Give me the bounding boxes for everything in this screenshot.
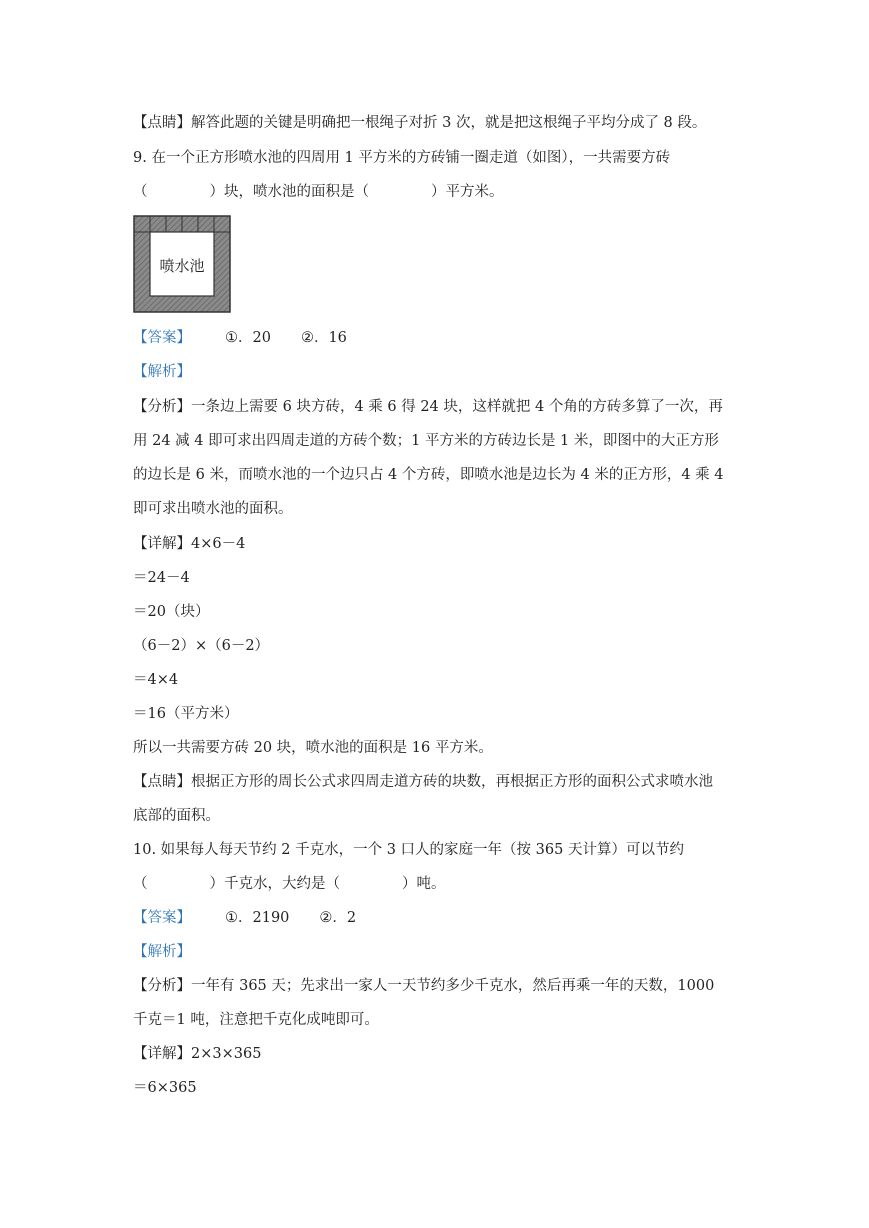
q10-answer	[133, 908, 356, 928]
dianjing-text: 解答此题的关键是明确把一根绳子对折 3 次，就是把这根绳子平均分成了 8 段。	[191, 115, 707, 131]
q9-dianjing-line1: 【点睛】根据正方形的周长公式求四周走道方砖的块数，再根据正方形的面积公式求喷水池	[133, 774, 713, 790]
q9-answer	[133, 328, 347, 348]
answer-2: ②．2	[319, 910, 357, 926]
xiangjie-label: 【详解】	[133, 1046, 191, 1062]
answer-label: 【答案】	[133, 910, 191, 926]
fountain-figure	[133, 215, 231, 313]
q8-dianjing	[133, 113, 706, 133]
q9-xiangjie-line1: 【详解】4×6－4	[133, 536, 246, 552]
q9-xiangjie-line6: ＝16（平方米）	[133, 706, 239, 722]
q9-analysis-label: 【解析】	[133, 364, 191, 380]
answer-1: ①．2190	[225, 910, 290, 926]
q9-fenxi-line1: 【分析】一条边上需要 6 块方砖，4 乘 6 得 24 块，这样就把 4 个角的方砖多算了一次，再	[133, 399, 723, 415]
xiangjie-label: 【详解】	[133, 536, 191, 552]
q9-xiangjie-line2: ＝24－4	[133, 570, 190, 586]
q9-fenxi-line2: 用 24 减 4 即可求出四周走道的方砖个数；1 平方米的方砖边长是 1 米，即图中的大正方形	[133, 433, 719, 449]
answer-label: 【答案】	[133, 330, 191, 346]
q10-fenxi-line2: 千克＝1 吨，注意把千克化成吨即可。	[133, 1012, 379, 1028]
q9-dianjing-line2: 底部的面积。	[133, 808, 220, 824]
q9-question-line2: （ ）块，喷水池的面积是（ ）平方米。	[133, 184, 504, 200]
answer-1: ①．20	[225, 330, 271, 346]
dianjing-label: 【点睛】	[133, 115, 191, 131]
q9-question-line1: 9. 在一个正方形喷水池的四周用 1 平方米的方砖铺一圈走道（如图），一共需要方砖	[133, 150, 671, 166]
q9-fenxi-line3: 的边长是 6 米，而喷水池的一个边只占 4 个方砖，即喷水池是边长为 4 米的正方形，4 乘 4	[133, 467, 724, 483]
q10-xiangjie-line2: ＝6×365	[133, 1080, 197, 1096]
q9-xiangjie-line7: 所以一共需要方砖 20 块，喷水池的面积是 16 平方米。	[133, 740, 493, 756]
q9-xiangjie-line4: （6－2）×（6－2）	[133, 638, 270, 654]
q10-question-line1: 10. 如果每人每天节约 2 千克水，一个 3 口人的家庭一年（按 365 天计算）可以节约	[133, 842, 684, 858]
figure-label: 喷水池	[159, 257, 205, 275]
q9-fenxi-line4: 即可求出喷水池的面积。	[133, 501, 293, 517]
q10-analysis-label: 【解析】	[133, 944, 191, 960]
q10-fenxi-line1: 【分析】一年有 365 天；先求出一家人一天节约多少千克水，然后再乘一年的天数，1000	[133, 978, 715, 994]
fenxi-label: 【分析】	[133, 399, 191, 415]
answer-2: ②．16	[300, 330, 347, 346]
q10-question-line2: （ ）千克水，大约是（ ）吨。	[133, 876, 446, 892]
q9-xiangjie-line5: ＝4×4	[133, 672, 179, 688]
fenxi-label: 【分析】	[133, 978, 191, 994]
q10-xiangjie-line1: 【详解】2×3×365	[133, 1046, 262, 1062]
dianjing-label: 【点睛】	[133, 774, 191, 790]
q9-xiangjie-line3: ＝20（块）	[133, 604, 210, 620]
